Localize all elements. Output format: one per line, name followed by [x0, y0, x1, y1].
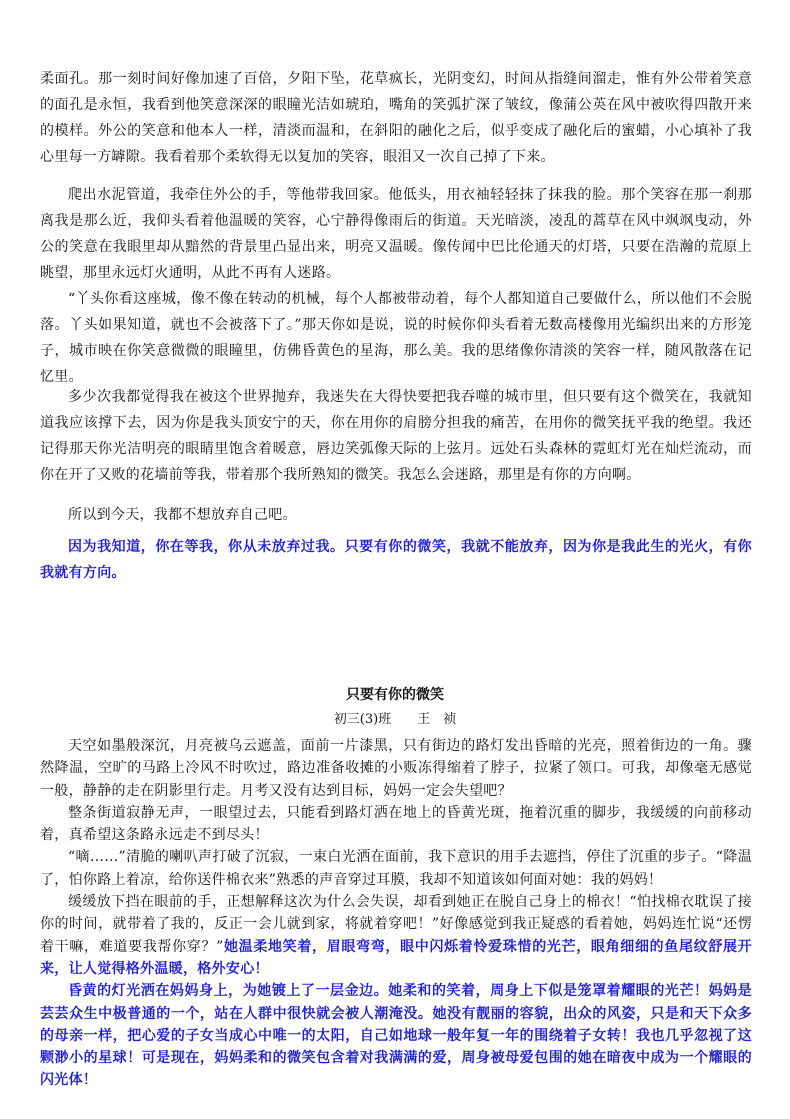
essay1-paragraph-5	[40, 502, 752, 528]
essay2-title: 只要有你的微笑	[346, 687, 444, 703]
paragraph-text: 所以到今天，我都不想放弃自己吧。	[68, 507, 297, 523]
essay1-paragraph-3	[40, 286, 752, 390]
essay1-closing-highlight	[40, 534, 752, 586]
essay2-paragraph-3: “嘀……”清脆的喇叭声打破了沉寂，一束白光洒在面前，我下意识的用手去遮挡，停住了沉重的步子。“降温了，怕你路上着凉，给你送件棉衣来”熟悉的声音穿过耳膜，我却不知道该如何面对她：我的妈妈！	[40, 849, 752, 888]
essay2-paragraph-4	[40, 891, 752, 980]
essay1-paragraph-1	[40, 66, 752, 170]
paragraph-text: 柔面孔。那一刻时间好像加速了百倍，夕阳下坠，花草疯长，光阴变幻，时间从指缝间溜走，惟有外公带着笑意的面孔是永恒，我看到他笑意深深的眼瞳光洁如琥珀，嘴角的笑弧扩深了皱纹，像蒲公英在风中被吹得四散开来的模样。外公的笑意和他本人一样，清淡而温和，在斜阳的融化之后，似乎变成了融化后的蜜蜡，小心填补了我心里每一方罅隙。我看着那个柔软得无以复加的笑容，眼泪又一次自己掉了下来。	[40, 71, 752, 165]
essay1-paragraph-4	[40, 384, 752, 488]
essay2-paragraph-2: 整条街道寂静无声，一眼望过去，只能看到路灯洒在地上的昏黄光斑，拖着沉重的脚步，我缓缓的向前移动着，真希望这条路永远走不到尽头！	[40, 804, 752, 844]
highlight-text: 因为我知道，你在等我，你从未放弃过我。只要有你的微笑，我就不能放弃，因为你是我此生的光火，有你我就有方向。	[40, 539, 752, 581]
essay2-author: 初三(3)班 王 祯	[333, 712, 457, 727]
essay2-paragraph-1: 天空如墨般深沉，月亮被乌云遮盖，面前一片漆黑，只有街边的路灯发出昏暗的光亮，照着街边的一角。骤然降温，空旷的马路上冷风不时吹过，路边准备收摊的小贩冻得缩着了脖子，拉紧了领口。可我，却像毫无感觉一般，静静的走在阴影里行走。月考又没有达到目标，妈妈一定会失望吧？	[40, 738, 752, 799]
essay2-body	[40, 735, 752, 1092]
paragraph-plain-text: 缓缓放下挡在眼前的手，正想解释这次为什么会失误，却看到她正在脱自己身上的棉衣！“怕找棉衣耽误了接你的时间，就带着了我的，反正一会儿就到家，将就着穿吧！”好像感觉到我正疑惑的看着她，妈妈连忙说“还愣着干嘛，难道要我帮你穿？”	[40, 894, 752, 955]
highlight-text: 她温柔地笑着，眉眼弯弯，眼中闪烁着怜爱珠惜的光芒，眼角细细的鱼尾纹舒展开来，让人觉得格外温暖，格外安心！	[40, 938, 752, 977]
essay1-paragraph-2	[40, 182, 752, 286]
essay2-paragraph-5: 昏黄的灯光洒在妈妈身上，为她镀上了一层金边。她柔和的笑着，周身上下似是笼罩着耀眼的光芒！妈妈是芸芸众生中极普通的一个，站在人群中很快就会被人潮淹没。她没有靓丽的容貌，出众的风姿，只是和天下众多的母亲一样，把心爱的子女当成心中唯一的太阳，自己如地球一般年复一年的围绕着子女转！我也几乎忽视了这颗渺小的星球！可是现在，妈妈柔和的微笑包含着对我满满的爱，周身被母爱包围的她在暗夜中成为一个耀眼的闪光体！	[40, 983, 752, 1089]
paragraph-text: 爬出水泥管道，我牵住外公的手，等他带我回家。他低头，用衣袖轻轻抹了抹我的脸。那个笑容在那一刹那离我是那么近，我仰头看着他温暖的笑容，心宁静得像雨后的街道。天光暗淡，凌乱的蒿草在风中飒飒曳动，外公的笑意在我眼里却从黯然的背景里凸显出来，明亮又温暖。像传闻中巴比伦通天的灯塔，只要在浩瀚的荒原上眺望，那里永远灯火通明，从此不再有人迷路。	[40, 187, 752, 281]
paragraph-text: 多少次我都觉得我在被这个世界抛弃，我迷失在大得快要把我吞噬的城市里，但只要有这个微笑在，我就知道我应该撑下去，因为你是我头顶安宁的天，你在用你的肩膀分担我的痛苦，在用你的微笑抚平我的绝望。我还记得那天你光洁明亮的眼睛里饱含着暖意，唇边笑弧像天际的上弦月。远处石头森林的霓虹灯光在灿烂流动，而你在开了又败的花墙前等我，带着那个我所熟知的微笑。我怎么会迷路，那里是有你的方向啊。	[40, 389, 752, 483]
paragraph-text: “丫头你看这座城，像不像在转动的机械，每个人都被带动着，每个人都知道自己要做什么，所以他们不会脱落。丫头如果知道，就也不会被落下了。”那天你如是说，说的时候你仰头看着无数高楼像用光编织出来的方形笼子，城市映在你笑意微微的眼瞳里，仿佛昏黄色的星海，那么美。我的思绪像你清淡的笑容一样，随风散落在记忆里。	[40, 291, 752, 385]
